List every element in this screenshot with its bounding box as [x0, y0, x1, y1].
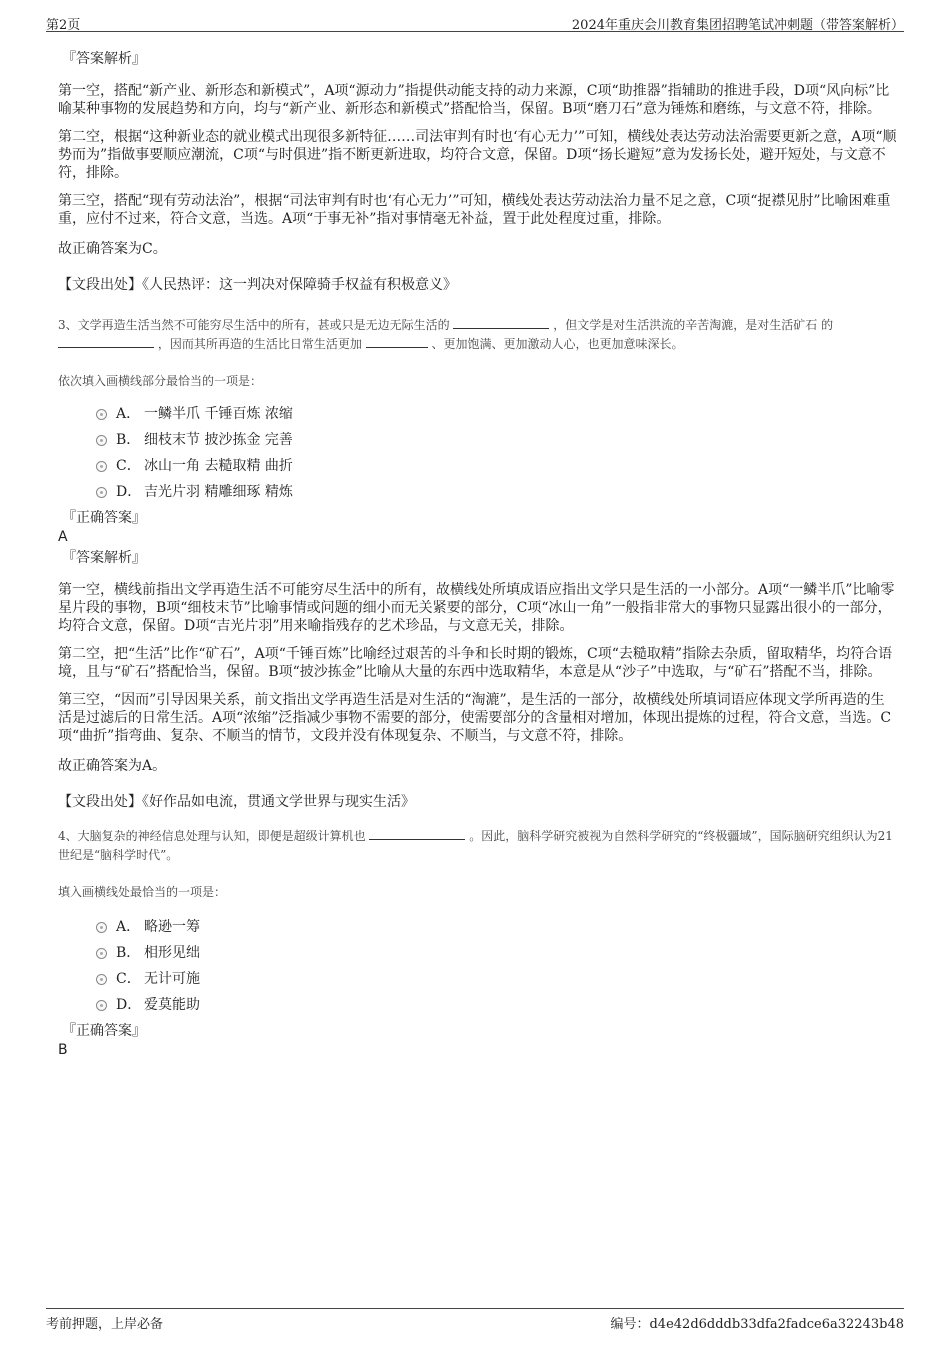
document-title: 2024年重庆会川教育集团招聘笔试冲刺题（带答案解析） — [571, 18, 904, 33]
footer-slogan: 考前押题，上岸必备 — [46, 1317, 164, 1332]
q3-options — [96, 401, 898, 505]
radio-icon[interactable] — [96, 409, 107, 420]
q4-answer: B — [58, 1042, 68, 1058]
radio-icon[interactable] — [96, 1000, 107, 1011]
q2-analysis-heading: 『答案解析』 — [62, 51, 146, 67]
q3-option-b[interactable]: B． 细枝末节 披沙拣金 完善 — [96, 427, 898, 453]
q4-option-c[interactable]: C． 无计可施 — [96, 966, 898, 992]
q2-conclusion: 故正确答案为C。 — [58, 241, 167, 257]
radio-icon[interactable] — [96, 435, 107, 446]
q3-option-a[interactable]: A． 一鳞半爪 千锤百炼 浓缩 — [96, 401, 898, 427]
page-header — [46, 12, 904, 32]
radio-icon[interactable] — [96, 922, 107, 933]
q4-option-a[interactable]: A． 略逊一筹 — [96, 914, 898, 940]
q3-analysis-para-2: 第二空，把“生活”比作“矿石”，A项“千锤百炼”比喻经过艰苦的斗争和长时期的锻炼，C项“去糙取精”指除去杂质，留取精华，均符合语境，且与“矿石”搭配恰当，保留。B项“披沙拣金”比喻从大量的东西中选取精华，本意是从“沙子”中选取，与“矿石”搭配不当，排除。 — [58, 646, 893, 680]
q4-option-d[interactable]: D． 爱莫能助 — [96, 992, 898, 1018]
q3-blank-2 — [58, 336, 154, 348]
q3-answer: A — [58, 529, 68, 545]
q4-options — [96, 914, 898, 1018]
q4-prompt: 填入画横线处最恰当的一项是： — [58, 885, 227, 899]
q3-option-c[interactable]: C． 冰山一角 去糙取精 曲折 — [96, 453, 898, 479]
q3-prompt: 依次填入画横线部分最恰当的一项是： — [58, 374, 263, 388]
radio-icon[interactable] — [96, 974, 107, 985]
radio-icon[interactable] — [96, 461, 107, 472]
q4-answer-heading: 『正确答案』 — [62, 1023, 146, 1039]
q3-analysis-heading: 『答案解析』 — [62, 550, 146, 566]
q4-stem: 4、大脑复杂的神经信息处理与认知，即便是超级计算机也 。因此，脑科学研究被视为自然科学研究的“终极疆域”，国际脑研究组织认为21世纪是“脑科学时代”。 — [58, 829, 893, 862]
radio-icon[interactable] — [96, 948, 107, 959]
q3-analysis-para-3: 第三空，“因而”引导因果关系，前文指出文学再造生活是对生活的“淘漉”，是生活的一部分，故横线处所填词语应体现文学所再造的生活是过滤后的日常生活。A项“浓缩”泛指减少事物不需要的部分，使需要部分的含量相对增加，体现出提炼的过程，符合文意，当选。C项“曲折”指弯曲、复杂、不顺当的情节，文段并没有体现复杂、不顺当，与文意不符，排除。 — [58, 692, 892, 744]
q3-answer-heading: 『正确答案』 — [62, 510, 146, 526]
q3-source: 【文段出处】《好作品如电流，贯通文学世界与现实生活》 — [58, 794, 415, 810]
document-id: 编号：d4e42d6dddb33dfa2fadce6a32243b48 — [610, 1317, 904, 1332]
q3-analysis-para-1: 第一空，横线前指出文学再造生活不可能穷尽生活中的所有，故横线处所填成语应指出文学只是生活的一小部分。A项“一鳞半爪”比喻零星片段的事物，B项“细枝末节”比喻事情或问题的细小而无关紧要的部分，C项“冰山一角”一般指非常大的事物只显露出很小的一部分，均符合文意，保留。D项“吉光片羽”用来喻指残存的艺术珍品，与文意无关，排除。 — [58, 582, 895, 634]
radio-icon[interactable] — [96, 487, 107, 498]
q3-conclusion: 故正确答案为A。 — [58, 758, 167, 774]
q3-stem: 3、文学再造生活当然不可能穷尽生活中的所有，甚或只是无边无际生活的 ，但文学是对生活洪流的辛苦淘漉，是对生活矿石 的 ，因而其所再造的生活比日常生活更加 、更加饱满、更加激动人心，也更加意味深长。 — [58, 318, 834, 351]
main-content — [58, 46, 898, 1058]
q4-option-b[interactable]: B． 相形见绌 — [96, 940, 898, 966]
q3-option-d[interactable]: D． 吉光片羽 精雕细琢 精炼 — [96, 479, 898, 505]
q2-analysis-para-1: 第一空，搭配“新产业、新形态和新模式”，A项“源动力”指提供动能支持的动力来源，C项“助推器”指辅助的推进手段，D项“风向标”比喻某种事物的发展趋势和方向，均与“新产业、新形态和新模式”搭配恰当，保留。B项“磨刀石”意为锤炼和磨练，与文意不符，排除。 — [58, 83, 890, 117]
q3-blank-1 — [453, 317, 549, 329]
q4-blank — [369, 828, 465, 840]
q2-source: 【文段出处】《人民热评：这一判决对保障骑手权益有积极意义》 — [58, 277, 457, 293]
q2-analysis-para-3: 第三空，搭配“现有劳动法治”，根据“司法审判有时也‘有心无力’”可知，横线处表达劳动法治力量不足之意，C项“捉襟见肘”比喻困难重重，应付不过来，符合文意，当选。A项“于事无补”指对事情毫无补益，置于此处程度过重，排除。 — [58, 193, 891, 227]
q3-blank-3 — [366, 336, 428, 348]
page-footer — [46, 1308, 904, 1330]
q2-analysis-para-2: 第二空，根据“这种新业态的就业模式出现很多新特征……司法审判有时也‘有心无力’”可知，横线处表达劳动法治需要更新之意，A项“顺势而为”指做事要顺应潮流，C项“与时俱进”指不断更新进取，均符合文意，保留。D项“扬长避短”意为发扬长处，避开短处，与文意不符，排除。 — [58, 129, 897, 181]
page-number: 第2页 — [46, 18, 81, 33]
